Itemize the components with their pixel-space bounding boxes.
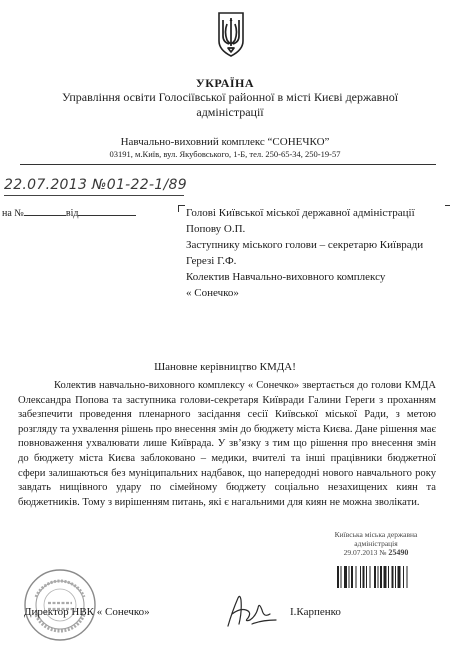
complex-address: 03191, м.Київ, вул. Якубовського, 1-Б, тел. 250-65-34, 250-19-57: [109, 149, 341, 159]
reference-date-blank: [78, 206, 136, 216]
registration-stamp-line: Київська міська державна: [334, 530, 418, 539]
registration-date: 29.07.2013 №: [343, 548, 387, 557]
barcode-icon: [336, 566, 440, 588]
addressee-line: Голові Київської міської державної адміністрації: [186, 207, 415, 219]
barcode-bar: [384, 566, 387, 588]
barcode-bar: [356, 566, 357, 588]
barcode-bar: [363, 566, 365, 588]
barcode-bar: [380, 566, 382, 588]
barcode-bar: [398, 566, 401, 588]
barcode-bar: [395, 566, 396, 588]
barcode-bar: [337, 566, 339, 588]
registration-stamp: [312, 530, 440, 557]
reference-line: [2, 206, 136, 219]
barcode-bar: [388, 566, 389, 588]
addressee-line: Колектив Навчально-виховного комплексу: [186, 271, 386, 283]
reference-number-blank: [24, 206, 66, 216]
addressee-line: Заступнику міського голови – секретарю Київради: [186, 239, 424, 251]
barcode-bar: [366, 566, 367, 588]
barcode-bar: [360, 566, 361, 588]
addressee-line: Попову О.П.: [186, 223, 246, 235]
barcode-bar: [392, 566, 394, 588]
barcode-bar: [344, 566, 347, 588]
outgoing-reference: 22.07.2013 №01-22-1/89: [4, 177, 187, 193]
barcode-bar: [407, 566, 408, 588]
outgoing-reference-underline: [4, 195, 184, 196]
complex-name: Навчально-виховний комплекс “СОНЕЧКО”: [120, 136, 330, 148]
registration-stamp-line: адміністрація: [354, 539, 398, 548]
reference-from: від: [65, 208, 79, 219]
round-seal-icon: [22, 567, 98, 643]
handwritten-signature-icon: [222, 590, 282, 630]
addressee-line: « Сонечко»: [186, 287, 239, 299]
trident-emblem-icon: [216, 10, 246, 58]
letter-body: Колектив навчально-виховного комплексу « Сонечко» звертається до голови КМДА Олександра Попова та заступника голови-секретаря Київради Галини Гереги з проханням забезпечити проведення пленарного засідання сесії Київської міської Ради, з метою розгляду та ухвалення рішень про внесення змін до бюджету міста Києва. Дане рішення має повноваження ухвалювати лише Київрада. У зв’язку з тим що рішення про внесення змін до бюджету міста Києва заблоковано – медики, вчителі та інші працівники бюджетної сфери залишаються без муніципальних надбавок, що напередодні нового навчального року завдать нищівного удару по сімейному бюджету соціально незахищених киян та бюджетників. Тому з вирішенням питань, які є нагальними для киян не можна зволікати.: [18, 380, 436, 508]
barcode-bar: [370, 566, 371, 588]
organization-name: Управління освіти Голосіївської районної в місті Києві державної адміністрації: [61, 90, 399, 119]
registration-number: 25490: [388, 548, 409, 557]
reference-prefix: на №: [2, 208, 24, 219]
barcode-bar: [378, 566, 379, 588]
barcode-bar: [403, 566, 404, 588]
addressee-line: Герезі Г.Ф.: [186, 255, 237, 267]
address-corner-left: [178, 205, 185, 212]
address-corner-right: [445, 205, 450, 212]
barcode-bar: [349, 566, 350, 588]
barcode-bar: [351, 566, 353, 588]
salutation: Шановне керівництво КМДА!: [154, 361, 296, 373]
country-heading: УКРАЇНА: [195, 76, 255, 90]
barcode-bar: [341, 566, 342, 588]
signer-name: І.Карпенко: [290, 606, 341, 618]
signer-position: Директор НВК « Сонечко»: [24, 606, 150, 618]
barcode-bar: [374, 566, 376, 588]
letterhead-divider: [20, 164, 436, 165]
